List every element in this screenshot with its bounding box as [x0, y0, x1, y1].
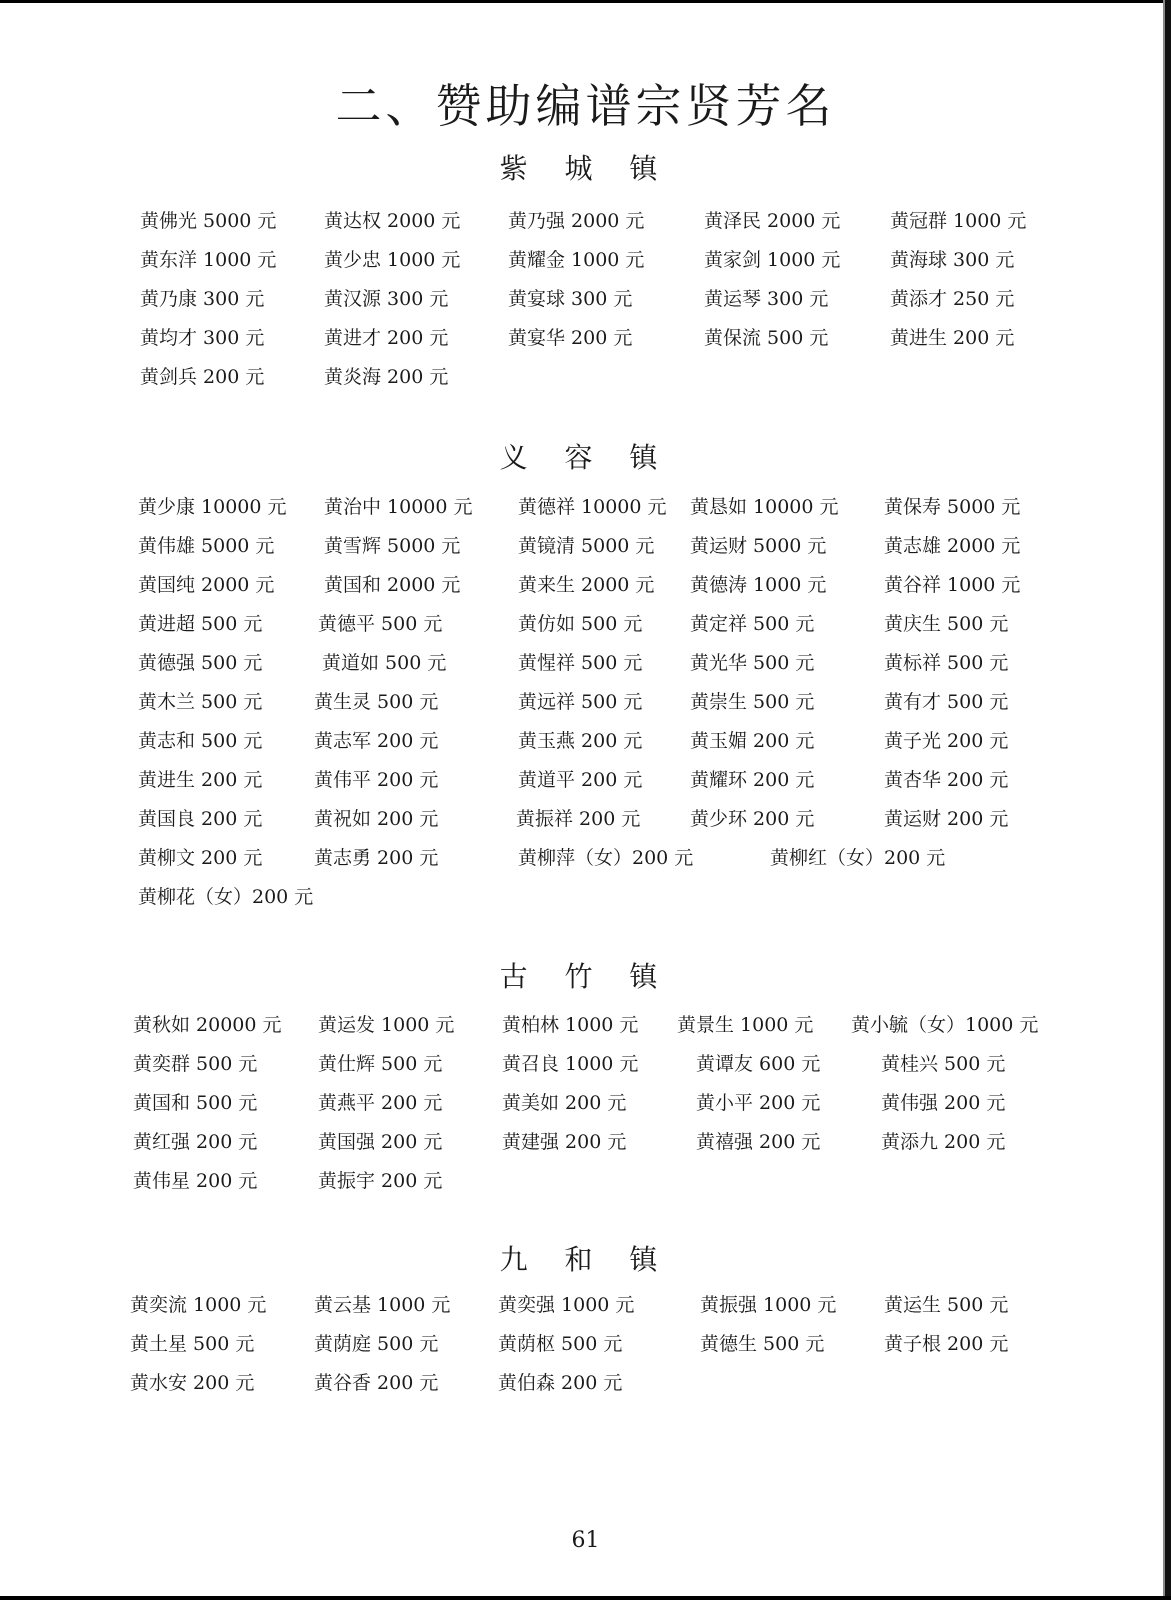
donor-entry: 黄运生 500 元	[884, 1294, 1009, 1316]
donor-entry: 黄谭友 600 元	[696, 1053, 821, 1075]
donor-entry: 黄志雄 2000 元	[884, 535, 1021, 557]
donor-entry: 黄秋如 20000 元	[133, 1014, 282, 1036]
donor-entry: 黄仕辉 500 元	[318, 1053, 443, 1075]
donor-entry: 黄剑兵 200 元	[140, 366, 265, 388]
donor-entry: 黄景生 1000 元	[677, 1014, 814, 1036]
donor-entry: 黄奕群 500 元	[133, 1053, 258, 1075]
donor-entry: 黄谷祥 1000 元	[884, 574, 1021, 596]
donor-entry: 黄运财 200 元	[884, 808, 1009, 830]
donor-entry: 黄柳红（女）200 元	[770, 847, 946, 869]
donor-entry: 黄国和 500 元	[133, 1092, 258, 1114]
donor-entry: 黄有才 500 元	[884, 691, 1009, 713]
donor-entry: 黄均才 300 元	[140, 327, 265, 349]
donor-entry: 黄木兰 500 元	[138, 691, 263, 713]
section-title-zicheng: 紫 城 镇	[499, 152, 672, 185]
donor-entry: 黄德涛 1000 元	[690, 574, 827, 596]
donor-entry: 黄光华 500 元	[690, 652, 815, 674]
donor-entry: 黄进生 200 元	[890, 327, 1015, 349]
donor-entry: 黄土星 500 元	[130, 1333, 255, 1355]
donor-entry: 黄伟星 200 元	[133, 1170, 258, 1192]
donor-entry: 黄运琴 300 元	[704, 288, 829, 310]
donor-entry: 黄达权 2000 元	[324, 210, 461, 232]
scan-border-right	[1165, 0, 1171, 1600]
donor-entry: 黄玉燕 200 元	[518, 730, 643, 752]
donor-entry: 黄谷香 200 元	[314, 1372, 439, 1394]
donor-entry: 黄柳萍（女）200 元	[518, 847, 694, 869]
donor-entry: 黄柳花（女）200 元	[138, 886, 314, 908]
donor-entry: 黄进超 500 元	[138, 613, 263, 635]
donor-entry: 黄国强 200 元	[318, 1131, 443, 1153]
donor-entry: 黄小平 200 元	[696, 1092, 821, 1114]
donor-entry: 黄祝如 200 元	[314, 808, 439, 830]
donor-entry: 黄耀金 1000 元	[508, 249, 645, 271]
donor-entry: 黄惺祥 500 元	[518, 652, 643, 674]
donor-entry: 黄振强 1000 元	[700, 1294, 837, 1316]
donor-entry: 黄东洋 1000 元	[140, 249, 277, 271]
scan-border-bottom	[0, 1596, 1171, 1600]
donor-entry: 黄保流 500 元	[704, 327, 829, 349]
donor-entry: 黄奕流 1000 元	[130, 1294, 267, 1316]
donor-entry: 黄保寿 5000 元	[884, 496, 1021, 518]
donor-entry: 黄振宇 200 元	[318, 1170, 443, 1192]
donor-entry: 黄镜清 5000 元	[518, 535, 655, 557]
donor-entry: 黄子光 200 元	[884, 730, 1009, 752]
donor-entry: 黄宴球 300 元	[508, 288, 633, 310]
donor-entry: 黄汉源 300 元	[324, 288, 449, 310]
donor-entry: 黄佛光 5000 元	[140, 210, 277, 232]
donor-entry: 黄冠群 1000 元	[890, 210, 1027, 232]
donor-entry: 黄云基 1000 元	[314, 1294, 451, 1316]
donor-entry: 黄水安 200 元	[130, 1372, 255, 1394]
donor-entry: 黄耀环 200 元	[690, 769, 815, 791]
section-title-yirong: 义 容 镇	[499, 441, 672, 474]
donor-entry: 黄治中 10000 元	[324, 496, 473, 518]
donor-entry: 黄桂兴 500 元	[881, 1053, 1006, 1075]
donor-entry: 黄志军 200 元	[314, 730, 439, 752]
section-title-guzhu: 古 竹 镇	[499, 960, 672, 993]
donor-entry: 黄荫庭 500 元	[314, 1333, 439, 1355]
donor-entry: 黄禧强 200 元	[696, 1131, 821, 1153]
donor-entry: 黄运财 5000 元	[690, 535, 827, 557]
donor-entry: 黄生灵 500 元	[314, 691, 439, 713]
donor-entry: 黄运发 1000 元	[318, 1014, 455, 1036]
donor-entry: 黄道如 500 元	[322, 652, 447, 674]
donor-entry: 黄炎海 200 元	[324, 366, 449, 388]
donor-entry: 黄仿如 500 元	[518, 613, 643, 635]
scan-border-top	[0, 0, 1171, 3]
donor-entry: 黄德祥 10000 元	[518, 496, 667, 518]
donor-entry: 黄乃康 300 元	[140, 288, 265, 310]
donor-entry: 黄柳文 200 元	[138, 847, 263, 869]
donor-entry: 黄定祥 500 元	[690, 613, 815, 635]
donor-entry: 黄伟平 200 元	[314, 769, 439, 791]
donor-entry: 黄杏华 200 元	[884, 769, 1009, 791]
donor-entry: 黄德平 500 元	[318, 613, 443, 635]
donor-entry: 黄远祥 500 元	[518, 691, 643, 713]
donor-entry: 黄雪辉 5000 元	[324, 535, 461, 557]
donor-entry: 黄红强 200 元	[133, 1131, 258, 1153]
donor-entry: 黄崇生 500 元	[690, 691, 815, 713]
donor-entry: 黄乃强 2000 元	[508, 210, 645, 232]
donor-entry: 黄柏林 1000 元	[502, 1014, 639, 1036]
donor-entry: 黄庆生 500 元	[884, 613, 1009, 635]
donor-entry: 黄国和 2000 元	[324, 574, 461, 596]
donor-entry: 黄德生 500 元	[700, 1333, 825, 1355]
donor-entry: 黄进才 200 元	[324, 327, 449, 349]
page-title: 二、赞助编谱宗贤芳名	[335, 79, 836, 133]
donor-entry: 黄志和 500 元	[138, 730, 263, 752]
page-number: 61	[571, 1528, 600, 1553]
donor-entry: 黄荫枢 500 元	[498, 1333, 623, 1355]
donor-entry: 黄召良 1000 元	[502, 1053, 639, 1075]
donor-entry: 黄小毓（女）1000 元	[851, 1014, 1039, 1036]
donor-entry: 黄美如 200 元	[502, 1092, 627, 1114]
donor-entry: 黄添九 200 元	[881, 1131, 1006, 1153]
donor-entry: 黄志勇 200 元	[314, 847, 439, 869]
donor-entry: 黄伟雄 5000 元	[138, 535, 275, 557]
donor-entry: 黄少忠 1000 元	[324, 249, 461, 271]
donor-entry: 黄道平 200 元	[518, 769, 643, 791]
donor-entry: 黄国良 200 元	[138, 808, 263, 830]
donor-entry: 黄子根 200 元	[884, 1333, 1009, 1355]
donor-entry: 黄宴华 200 元	[508, 327, 633, 349]
donor-entry: 黄少环 200 元	[690, 808, 815, 830]
donor-entry: 黄进生 200 元	[138, 769, 263, 791]
donor-entry: 黄泽民 2000 元	[704, 210, 841, 232]
donor-entry: 黄建强 200 元	[502, 1131, 627, 1153]
donor-entry: 黄国纯 2000 元	[138, 574, 275, 596]
donor-entry: 黄添才 250 元	[890, 288, 1015, 310]
scan-border-right-inner	[1163, 0, 1165, 1600]
donor-entry: 黄少康 10000 元	[138, 496, 287, 518]
donor-entry: 黄海球 300 元	[890, 249, 1015, 271]
donor-entry: 黄奕强 1000 元	[498, 1294, 635, 1316]
donor-entry: 黄振祥 200 元	[516, 808, 641, 830]
donor-entry: 黄伯森 200 元	[498, 1372, 623, 1394]
donor-entry: 黄恳如 10000 元	[690, 496, 839, 518]
donor-entry: 黄燕平 200 元	[318, 1092, 443, 1114]
section-title-jiuhe: 九 和 镇	[499, 1243, 672, 1276]
donor-entry: 黄家剑 1000 元	[704, 249, 841, 271]
donor-entry: 黄标祥 500 元	[884, 652, 1009, 674]
donor-entry: 黄玉媚 200 元	[690, 730, 815, 752]
donor-entry: 黄来生 2000 元	[518, 574, 655, 596]
donor-entry: 黄德强 500 元	[138, 652, 263, 674]
donor-entry: 黄伟强 200 元	[881, 1092, 1006, 1114]
